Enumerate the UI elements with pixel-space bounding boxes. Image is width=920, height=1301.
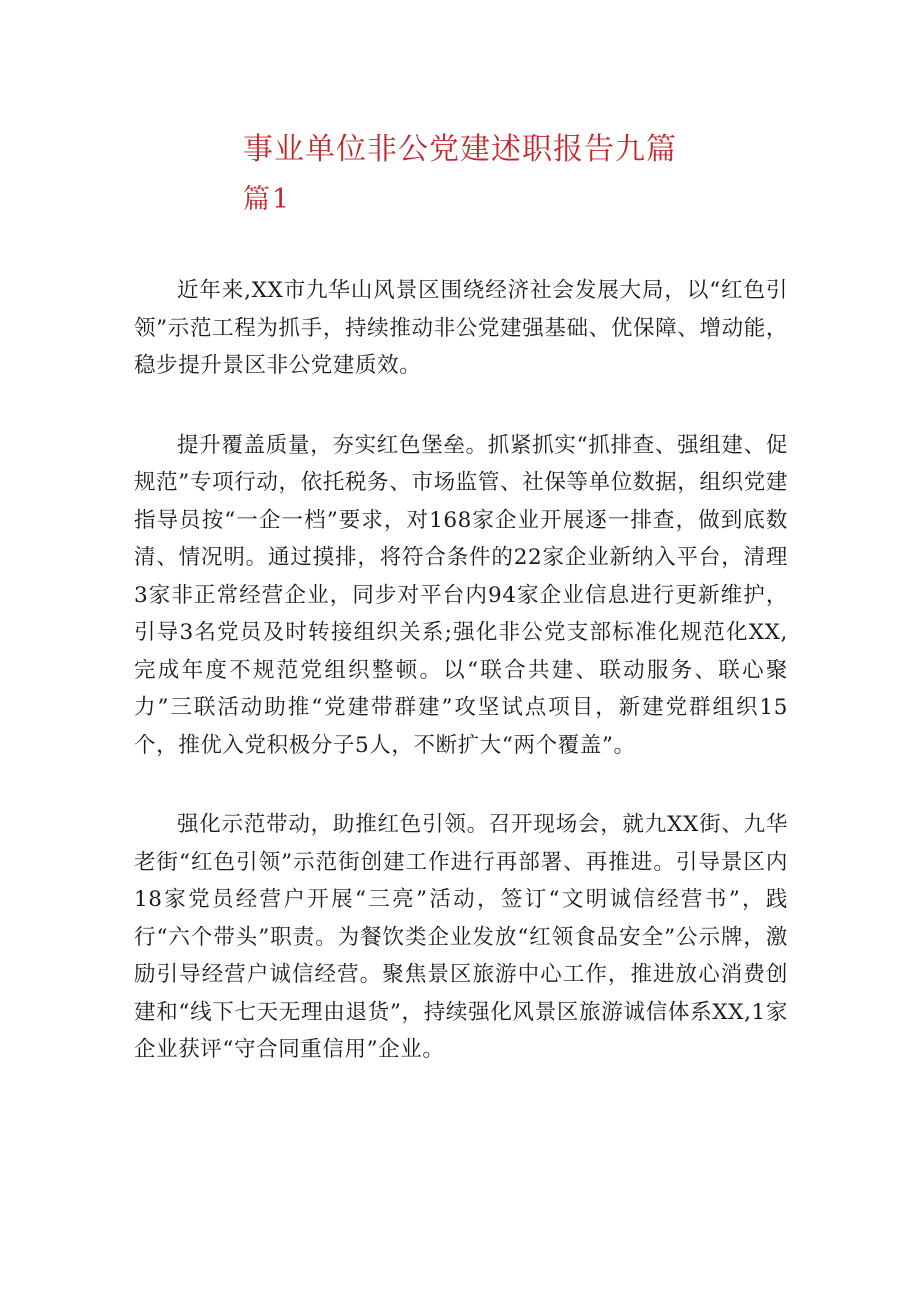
document-body — [134, 272, 788, 1111]
document-title: 事业单位非公党建述职报告九篇 — [243, 132, 677, 167]
paragraph-1: 近年来,XX市九华山风景区围绕经济社会发展大局，以“红色引领”示范工程为抓手，持续推动非公党建强基础、优保障、增动能，稳步提升景区非公党建质效。 — [134, 278, 788, 378]
paragraph-2: 提升覆盖质量，夯实红色堡垒。抓紧抓实“抓排查、强组建、促规范”专项行动，依托税务、市场监管、社保等单位数据，组织党建指导员按“一企一档”要求，对168家企业开展逐一排查，做到底数清、情况明。通过摸排，将符合条件的22家企业新纳入平台，清理3家非正常经营企业，同步对平台内94家企业信息进行更新维护，引导3名党员及时转接组织关系;强化非公党支部标准化规范化XX,完成年度不规范党组织整顿。以“联合共建、联动服务、联心聚力”三联活动助推“党建带群建”攻坚试点项目，新建党群组织15个，推优入党积极分子5人，不断扩大“两个覆盖”。 — [134, 432, 788, 758]
paragraph-3: 强化示范带动，助推红色引领。召开现场会，就九XX街、九华老街“红色引领”示范街创建工作进行再部署、再推进。引导景区内18家党员经营户开展“三亮”活动，签订“文明诚信经营书”，践行“六个带头”职责。为餐饮类企业发放“红领食品安全”公示牌，激励引导经营户诚信经营。聚焦景区旅游中心工作，推进放心消费创建和“线下七天无理由退货”，持续强化风景区旅游诚信体系XX,1家企业获评“守合同重信用”企业。 — [134, 812, 788, 1062]
section-heading: 篇1 — [243, 184, 292, 215]
